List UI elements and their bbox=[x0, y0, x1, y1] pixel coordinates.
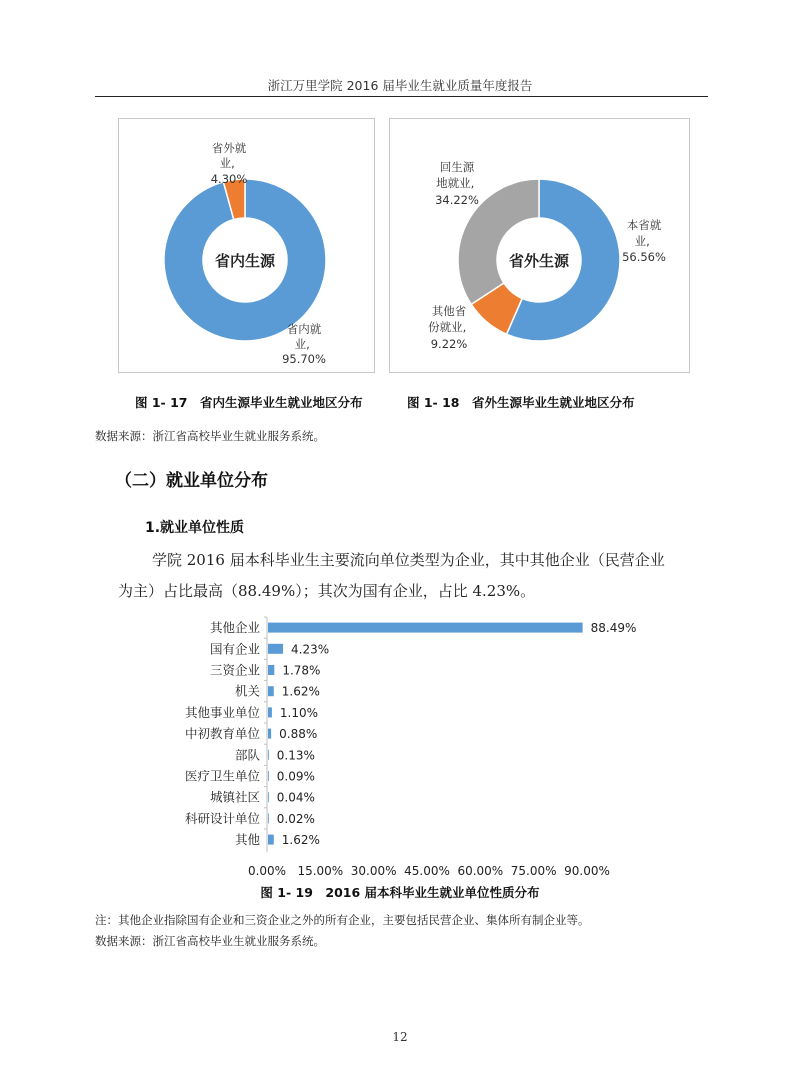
bar bbox=[268, 792, 269, 802]
x-tick-label: 90.00% bbox=[564, 864, 610, 877]
category-label: 其他事业单位 bbox=[184, 704, 260, 720]
donut-chart-left bbox=[119, 119, 374, 372]
bar bbox=[268, 644, 283, 654]
category-label: 其他 bbox=[234, 832, 260, 848]
donut-left-center-label: 省内生源 bbox=[214, 252, 276, 270]
data-label: 0.09% bbox=[276, 769, 315, 784]
bar bbox=[268, 813, 269, 823]
bar bbox=[268, 623, 583, 633]
donut-right-label-2: 回生源地就业, 34.22% bbox=[435, 160, 479, 207]
donut-panel-left bbox=[118, 118, 375, 373]
donut-left-label-0: 省内就业, 95.70% bbox=[282, 322, 326, 366]
donut-left-label-1: 省外就业, 4.30% bbox=[210, 141, 248, 186]
category-label: 医疗卫生单位 bbox=[184, 768, 260, 784]
bar bbox=[268, 686, 274, 696]
donut-right-label-1: 其他省份就业, 9.22% bbox=[428, 304, 468, 351]
chart-note: 注：其他企业指除国有企业和三资企业之外的所有企业，主要包括民营企业、集体所有制企业等。 bbox=[95, 913, 590, 927]
bar-chart bbox=[150, 615, 640, 877]
donut-right-label-0: 本省就业, 56.56% bbox=[622, 218, 666, 264]
subsection-heading: 1.就业单位性质 bbox=[145, 520, 245, 536]
data-source-1: 数据来源：浙江省高校毕业生就业服务系统。 bbox=[95, 429, 325, 443]
x-tick-label: 15.00% bbox=[297, 864, 344, 877]
bar bbox=[268, 729, 271, 739]
caption-fig-1-17: 图 1- 17 省内生源毕业生就业地区分布 bbox=[135, 395, 363, 410]
bar bbox=[268, 665, 274, 675]
paragraph-line-1: 学院 2016 届本科毕业生主要流向单位类型为企业，其中其他企业（民营企业 bbox=[152, 551, 665, 569]
x-tick-label: 75.00% bbox=[510, 864, 557, 877]
caption-fig-1-19: 图 1- 19 2016 届本科毕业生就业单位性质分布 bbox=[260, 885, 540, 900]
donut-panel-right bbox=[389, 118, 690, 373]
bar bbox=[268, 835, 274, 845]
bar bbox=[268, 707, 272, 717]
x-tick-label: 30.00% bbox=[350, 864, 397, 877]
data-label: 1.10% bbox=[279, 705, 319, 720]
data-label: 0.02% bbox=[276, 811, 315, 826]
bar bbox=[268, 771, 269, 781]
category-label: 其他企业 bbox=[209, 620, 260, 636]
donut-right-center-label: 省外生源 bbox=[508, 252, 570, 270]
paragraph-line-2: 为主）占比最高（88.49%）；其次为国有企业，占比 4.23%。 bbox=[118, 582, 536, 600]
data-label: 1.62% bbox=[281, 833, 320, 848]
caption-fig-1-18: 图 1- 18 省外生源毕业生就业地区分布 bbox=[407, 395, 635, 410]
data-label: 1.62% bbox=[281, 684, 320, 699]
category-label: 科研设计单位 bbox=[184, 810, 260, 826]
bar bbox=[268, 750, 269, 760]
category-label: 机关 bbox=[234, 683, 260, 699]
category-label: 国有企业 bbox=[209, 641, 260, 657]
category-label: 部队 bbox=[234, 747, 260, 763]
section-heading: （二）就业单位分布 bbox=[115, 471, 268, 491]
data-source-2: 数据来源：浙江省高校毕业生就业服务系统。 bbox=[95, 934, 325, 948]
data-label: 4.23% bbox=[291, 642, 330, 657]
data-label: 0.88% bbox=[279, 727, 318, 742]
data-label: 0.04% bbox=[276, 790, 315, 805]
donut-chart-right bbox=[390, 119, 689, 372]
data-label: 0.13% bbox=[276, 748, 315, 763]
page-number: 12 bbox=[392, 1030, 408, 1044]
category-label: 城镇社区 bbox=[209, 789, 260, 805]
header-rule bbox=[95, 96, 708, 97]
data-label: 1.78% bbox=[282, 663, 321, 678]
running-header: 浙江万里学院 2016 届毕业生就业质量年度报告 bbox=[267, 78, 533, 93]
data-label: 88.49% bbox=[590, 621, 637, 636]
x-tick-label: 60.00% bbox=[457, 864, 504, 877]
category-label: 三资企业 bbox=[209, 662, 260, 678]
x-tick-label: 45.00% bbox=[404, 864, 450, 877]
x-tick-label: 0.00% bbox=[247, 864, 287, 877]
category-label: 中初教育单位 bbox=[184, 726, 260, 742]
